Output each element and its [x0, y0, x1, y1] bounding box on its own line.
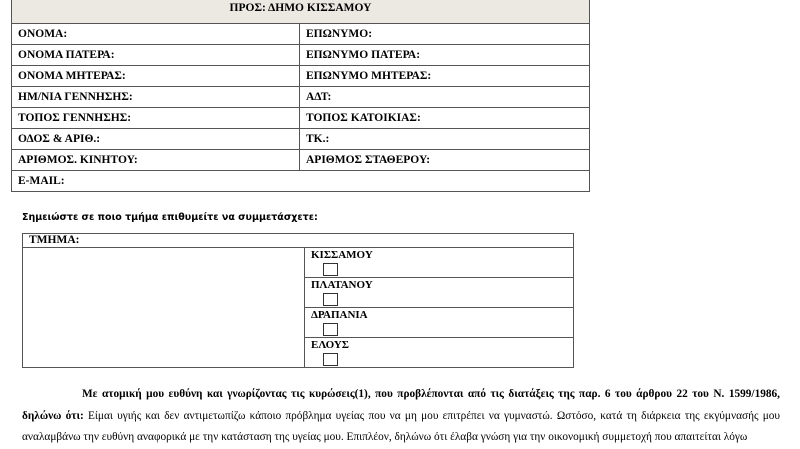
- street-field[interactable]: ΟΔΟΣ & ΑΡΙΘ.:: [12, 129, 300, 150]
- mother-name-field[interactable]: ΟΝΟΜΑ ΜΗΤΕΡΑΣ:: [12, 66, 300, 87]
- checkbox[interactable]: [323, 293, 338, 306]
- checkbox[interactable]: [323, 323, 338, 336]
- first-name-field[interactable]: ΟΝΟΜΑ:: [12, 24, 300, 45]
- declaration-body: Είμαι υγιής και δεν αντιμετωπίζω κάποιο πρόβλημα υγείας που να μη μου επιτρέπει να γυμναστώ. Ωστόσο, κατά τη διάρκεια της εκγύμνασής μου αναλαμβάνω την ευθύνη αναφορικά με την κατάσταση της υγείας μου. Επιπλέον, δηλώνω ότι έλαβα γνώση για την οικονομική συμμετοχή που απαιτείται λόγω: [22, 409, 780, 443]
- declaration-intro: Με ατομική μου ευθύνη και γνωρίζοντας τις κυρώσεις(1), που προβλέπονται από τις διατάξεις της παρ. 6 του άρθρου 22 του Ν. 1599/1986, δηλώνω ότι:: [22, 388, 780, 422]
- department-option-elous[interactable]: [305, 338, 574, 368]
- option-label: ΔΡΑΠΑΝΙΑ: [311, 309, 368, 321]
- postal-code-field[interactable]: ΤΚ.:: [300, 129, 590, 150]
- form-row: [12, 150, 590, 171]
- option-label: ΠΛΑΤΑΝΟΥ: [311, 279, 373, 291]
- mother-surname-field[interactable]: ΕΠΩΝΥΜΟ ΜΗΤΕΡΑΣ:: [300, 66, 590, 87]
- form-row: [12, 24, 590, 45]
- department-option-drapania[interactable]: [305, 308, 574, 338]
- form-row: [12, 45, 590, 66]
- father-name-field[interactable]: ΟΝΟΜΑ ΠΑΤΕΡΑ:: [12, 45, 300, 66]
- form-row: [12, 108, 590, 129]
- birth-date-field[interactable]: ΗΜ/ΝΙΑ ΓΕΝΝΗΣΗΣ:: [12, 87, 300, 108]
- form-row: [12, 129, 590, 150]
- residence-field[interactable]: ΤΟΠΟΣ ΚΑΤΟΙΚΙΑΣ:: [300, 108, 590, 129]
- email-field[interactable]: E-MAIL:: [12, 171, 590, 192]
- mobile-field[interactable]: ΑΡΙΘΜΟΣ. ΚΙΝΗΤΟΥ:: [12, 150, 300, 171]
- father-surname-field[interactable]: ΕΠΩΝΥΜΟ ΠΑΤΕΡΑ:: [300, 45, 590, 66]
- checkbox[interactable]: [323, 263, 338, 276]
- form-row: [12, 171, 590, 192]
- option-label: ΚΙΣΣΑΜΟΥ: [311, 249, 373, 261]
- form-row: [12, 66, 590, 87]
- id-card-field[interactable]: ΑΔΤ:: [300, 87, 590, 108]
- form-header: ΠΡΟΣ: ΔΗΜΟ ΚΙΣΣΑΜΟΥ: [12, 0, 590, 24]
- checkbox[interactable]: [323, 353, 338, 366]
- department-header: ΤΜΗΜΑ:: [23, 234, 574, 248]
- last-name-field[interactable]: ΕΠΩΝΥΜΟ:: [300, 24, 590, 45]
- department-blank-cell: [23, 248, 305, 368]
- form-row: [12, 87, 590, 108]
- department-option-kissamou[interactable]: [305, 248, 574, 278]
- option-label: ΕΛΟΥΣ: [311, 339, 349, 351]
- personal-info-table: [11, 0, 590, 192]
- section-note: Σημειώστε σε ποιο τμήμα επιθυμείτε να συμμετάσχετε:: [22, 212, 318, 223]
- department-table: [22, 233, 574, 368]
- birth-place-field[interactable]: ΤΟΠΟΣ ΓΕΝΝΗΣΗΣ:: [12, 108, 300, 129]
- landline-field[interactable]: ΑΡΙΘΜΟΣ ΣΤΑΘΕΡΟΥ:: [300, 150, 590, 171]
- declaration-paragraph: [22, 384, 780, 449]
- department-option-platanou[interactable]: [305, 278, 574, 308]
